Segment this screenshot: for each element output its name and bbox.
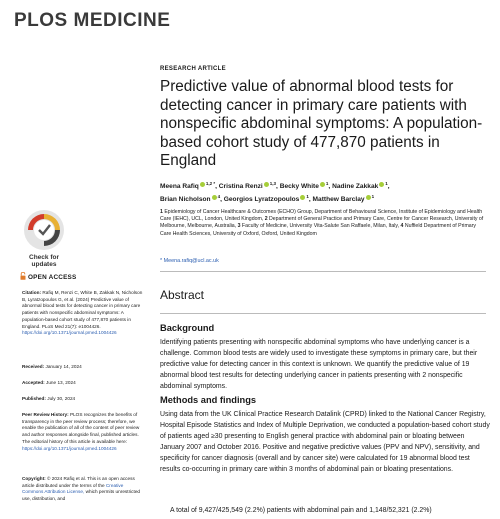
check-for-updates-label	[18, 254, 70, 268]
copyright-tail: which permits unrestricted use, distribution, and	[22, 489, 141, 502]
methods-text: Using data from the UK Clinical Practice Research Datalink (CPRD) linked to the National Cancer Registry, Hospital Episode Statistics and Index of Multiple Deprivation, we conducted a population-based cohort study of patients aged ≥30 presenting to English general practice with abdominal pain or bloating between January 2007 and October 2016. Positive and negative predictive values (PPV and NPV), sensitivity, and specificity for cancer diagnosis (overall and by cancer site) were calculated for 19 abnormal blood test results co-occurring in primary care within 3 months of abdominal pain or bloating presentations.	[160, 411, 490, 473]
citation-doi-link[interactable]: https://doi.org/10.1371/journal.pmed.1004426	[22, 330, 117, 336]
peer-review-block	[22, 412, 144, 452]
check-updates-line1: Check for	[29, 254, 59, 261]
author-name[interactable]: Nadine Zakkak	[332, 183, 379, 191]
author-name[interactable]: Matthew Barclay	[312, 196, 365, 204]
author-separator: ,	[308, 196, 313, 204]
affiliation-number: 2	[264, 216, 268, 223]
published-date: July 30, 2024	[47, 396, 76, 401]
author-affiliation-marker: 1	[306, 194, 309, 200]
peer-review-label: Peer Review History:	[22, 412, 69, 417]
affiliation-number: 3	[237, 223, 241, 230]
published-line	[22, 396, 144, 403]
affiliation-text: Department of General Practice and Primary Care, Centre for Cancer Research, University of Melbourne, Melbourne, Australia,	[160, 216, 484, 230]
affiliation-text: Faculty of Medicine, University Vita-Salute San Raffaele, Milan, Italy,	[241, 223, 400, 230]
author-affiliation-marker: 4	[217, 194, 221, 200]
author-affiliation-marker: 1	[385, 181, 388, 186]
citation-block	[22, 290, 144, 337]
orcid-icon[interactable]	[300, 195, 305, 200]
received-line	[22, 364, 144, 371]
citation-label: Citation:	[22, 290, 42, 295]
affiliation-number: 4	[400, 223, 404, 230]
methods-text-continued: A total of 9,427/425,549 (2.2%) patients with abdominal pain and 1,148/52,321 (2.2%)	[170, 507, 432, 514]
orcid-icon[interactable]	[200, 182, 205, 187]
copyright-block	[22, 476, 144, 503]
accepted-date: June 13, 2024	[45, 380, 76, 385]
license-link[interactable]: Creative Commons Attribution License,	[22, 482, 124, 495]
author-name[interactable]: Georgios Lyratzopoulos	[223, 196, 300, 204]
divider	[160, 271, 486, 272]
author-affiliation-marker: 1,2 *	[205, 181, 216, 186]
accepted-label: Accepted:	[22, 380, 45, 385]
citation-text: Rafiq M, Renzi C, White B, Zakkak N, Nicholson B, Lyratzopoulos G, et al. (2024) Predictive value of abnormal blood tests for detecting cancer in primary care patients with nonspecific abdominal symptoms: A population-based cohort study of 477,870 patients in England. PLoS Med 21(7): e1004426.	[22, 290, 143, 329]
author-affiliation-marker: 1,3	[269, 181, 277, 186]
check-updates-line2: updates	[31, 261, 57, 268]
orcid-icon[interactable]	[366, 195, 371, 200]
peer-review-link[interactable]: https://doi.org/10.1371/journal.pmed.1004426	[22, 445, 117, 451]
affiliations	[160, 209, 485, 238]
orcid-icon[interactable]	[212, 195, 217, 200]
author-name[interactable]: Cristina Renzi	[218, 183, 263, 191]
author-separator: ,	[220, 196, 224, 204]
peer-review-text: PLOS recognizes the benefits of transparency in the peer review process; therefore, we enable the publication of all of the content of peer review and author responses alongside final, published articles. The editorial history of this article is available here:	[22, 412, 140, 444]
orcid-icon[interactable]	[264, 182, 269, 187]
author-separator: ,	[215, 183, 219, 191]
open-access-label	[20, 272, 76, 281]
author-affiliation-marker: 1	[325, 181, 329, 186]
article-type: RESEARCH ARTICLE	[160, 66, 226, 72]
received-label: Received:	[22, 364, 45, 369]
corresponding-email-link[interactable]: * Meena.rafiq@ucl.ac.uk	[160, 258, 219, 264]
author-name[interactable]: Meena Rafiq	[160, 183, 199, 191]
affiliation-text: Epidemiology of Cancer Healthcare & Outcomes (ECHO) Group, Department of Behavioural Science, Institute of Epidemiology and Health Care (IEHC), UCL, London, United Kingdom,	[160, 209, 483, 223]
divider	[160, 313, 486, 314]
accepted-line	[22, 380, 144, 387]
copyright-label: Copyright:	[22, 476, 46, 481]
copyright-text: © 2024 Rafiq et al. This is an open access article distributed under the terms of the	[22, 476, 135, 488]
article-title: Predictive value of abnormal blood tests for detecting cancer in primary care patients with nonspecific abdominal symptoms: A population-based cohort study of 477,870 patients in England	[160, 78, 483, 170]
affiliation-number: 1	[160, 209, 163, 215]
open-access-text: OPEN ACCESS	[28, 274, 77, 281]
received-date: January 14, 2024	[45, 364, 82, 369]
published-label: Published:	[22, 396, 46, 401]
author-separator: ,	[328, 183, 333, 191]
author-separator: ,	[276, 183, 280, 191]
author-list	[160, 179, 490, 205]
author-separator: ,	[387, 183, 390, 191]
background-heading: Background	[160, 323, 215, 333]
author-name[interactable]: Becky White	[279, 183, 319, 191]
affiliation-text: Nuffield Department of Primary Care Health Sciences, University of Oxford, Oxford, United Kingdom	[160, 223, 476, 237]
abstract-heading: Abstract	[160, 288, 205, 302]
check-for-updates-icon[interactable]	[22, 208, 66, 254]
orcid-icon[interactable]	[379, 182, 384, 187]
open-lock-icon	[20, 272, 26, 280]
author-affiliation-marker: 1	[371, 194, 375, 200]
journal-name: PLOS MEDICINE	[14, 10, 171, 31]
methods-heading: Methods and findings	[160, 395, 257, 405]
background-text: Identifying patients presenting with nonspecific abdominal symptoms who have underlying cancer is a challenge. Common blood tests are widely used to investigate these symptoms in primary care, but their predictive value for detecting cancer in this context is unknown. We quantify the predictive value of 19 abnormal blood test results for detecting underlying cancer in patients presenting with 2 nonspecific abdominal symptoms.	[160, 339, 478, 390]
author-name[interactable]: Brian Nicholson	[160, 196, 211, 204]
orcid-icon[interactable]	[320, 182, 325, 187]
